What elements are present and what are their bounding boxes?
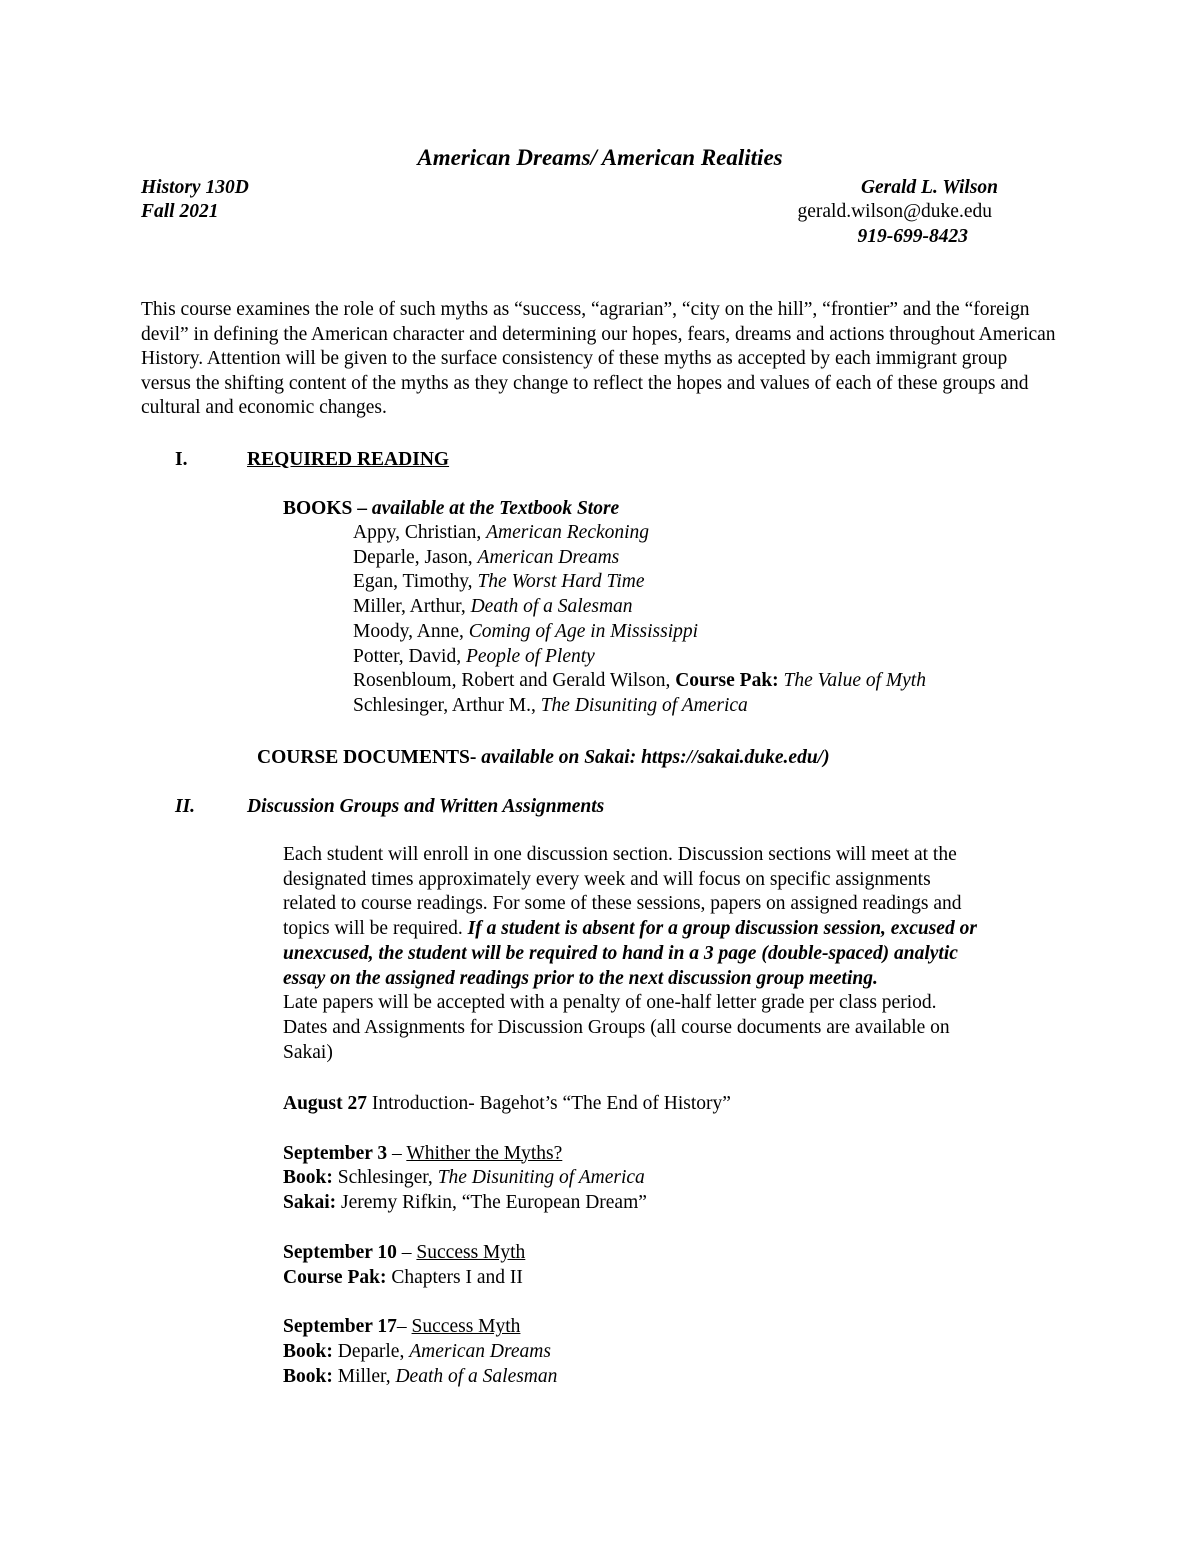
book-title: American Reckoning [486,522,650,543]
schedule-entry-aug27 [283,1092,731,1117]
schedule-date: September 3 [283,1142,388,1164]
schedule-topic: Success Myth [416,1241,526,1263]
course-documents-separator: - [469,747,482,768]
reading-author: Schlesinger, [332,1167,438,1189]
reading-item [283,1266,731,1291]
reading-text: Jeremy Rifkin, “The European Dream” [336,1192,647,1214]
book-author: Rosenbloum, Robert and Gerald Wilson, [353,670,676,692]
book-item [353,645,926,670]
discussion-line: designated times approximately every week and will focus on specific assignments [283,868,931,890]
book-item [353,669,926,694]
section-1-heading: REQUIRED READING [247,449,450,470]
schedule-entry-sep10 [283,1241,731,1266]
instructor-name: Gerald L. Wilson [860,177,998,198]
books-label: BOOKS [283,498,353,519]
reading-text: Chapters I and II [386,1266,523,1288]
separator: – [396,1241,417,1263]
reading-label: Book: [283,1340,333,1362]
discussion-line: Dates and Assignments for Discussion Groups (all course documents are available on [283,1016,950,1038]
book-title: Death of a Salesman [470,596,633,618]
section-2-heading: Discussion Groups and Written Assignments [247,796,605,817]
book-title: The Disuniting of America [540,694,748,716]
book-item [353,546,926,571]
book-item [353,595,926,620]
course-documents-note: available on Sakai: https://sakai.duke.edu/) [481,747,830,768]
separator: – [387,1142,407,1164]
book-author: Appy, Christian, [353,522,487,543]
reading-author: Miller, [332,1365,396,1387]
reading-item [283,1340,731,1365]
schedule-date: September 10 [283,1241,397,1263]
book-item [353,694,926,719]
schedule-topic: Whither the Myths? [406,1142,563,1164]
discussion-description [283,843,1063,1065]
schedule-topic: Success Myth [411,1316,521,1338]
course-description: This course examines the role of such myths as “success, “agrarian”, “city on the hill”, “frontier” and the “foreign devil” in defining the American character and determining our hopes, fears, dreams and actions throughout American History. Attention will be given to the surface consistency of these myths as accepted by each immigrant group versus the shifting content of the myths as they change to reflect the hopes and values of each of these groups and cultural and economic changes. [141,299,1056,419]
book-author: Schlesinger, Arthur M., [353,694,541,716]
discussion-line: related to course readings. For some of these sessions, papers on assigned readings and [283,893,962,915]
document-title: American Dreams/ American Realities [417,145,783,170]
reading-title: Death of a Salesman [395,1365,558,1387]
reading-label: Book: [283,1167,333,1189]
schedule [283,1092,731,1390]
course-number: History 130D [141,177,249,198]
discussion-line: Each student will enroll in one discussion section. Discussion sections will meet at the [283,844,957,865]
discussion-text: topics will be required. [283,918,468,940]
reading-label: Course Pak: [283,1266,387,1288]
instructor-email: gerald.wilson@duke.edu [797,201,992,222]
reading-item [283,1191,731,1216]
book-title: American Dreams [477,546,620,568]
section-2-numeral: II. [175,796,196,817]
schedule-date: September 17 [283,1316,397,1338]
book-item [353,570,926,595]
course-term: Fall 2021 [141,201,219,222]
book-author: Potter, David, [353,645,466,667]
book-author: Egan, Timothy, [353,571,478,593]
discussion-line: Sakai) [283,1041,333,1063]
book-list [353,521,926,719]
book-item [353,620,926,645]
separator: – [396,1316,412,1338]
reading-title: American Dreams [409,1340,551,1362]
books-heading [283,496,619,521]
schedule-entry-sep17 [283,1315,731,1340]
book-title: People of Plenty [465,645,595,667]
books-note: available at the Textbook Store [371,498,620,519]
schedule-text: Introduction- Bagehot’s “The End of History” [366,1093,731,1114]
absence-policy-line: essay on the assigned readings prior to the next discussion group meeting. [283,967,878,989]
reading-label: Book: [283,1365,333,1387]
books-separator: – [352,498,372,519]
book-author: Moody, Anne, [353,620,469,642]
reading-title: The Disuniting of America [437,1167,645,1189]
book-title: The Value of Myth [778,670,926,692]
reading-label: Sakai: [283,1192,337,1214]
schedule-entry-sep3 [283,1142,731,1167]
reading-item [283,1166,731,1191]
absence-policy: If a student is absent for a group discussion session, excused or [467,918,977,940]
book-item [353,521,926,546]
schedule-date: August 27 [283,1093,367,1114]
book-author: Deparle, Jason, [353,546,478,568]
book-author: Miller, Arthur, [353,596,471,618]
course-documents-heading [257,745,830,770]
absence-policy-line: unexcused, the student will be required to hand in a 3 page (double-spaced) analytic [283,942,958,964]
book-title: The Worst Hard Time [477,571,645,593]
late-policy-line: Late papers will be accepted with a penalty of one-half letter grade per class period. [283,992,937,1014]
course-documents-label: COURSE DOCUMENTS [257,747,470,768]
course-pak-label: Course Pak: [675,670,779,692]
discussion-line [283,917,1063,942]
section-1-numeral: I. [175,449,188,470]
reading-item [283,1365,731,1390]
reading-author: Deparle, [332,1340,410,1362]
book-title: Coming of Age in Mississippi [468,620,699,642]
instructor-phone: 919-699-8423 [857,226,968,247]
